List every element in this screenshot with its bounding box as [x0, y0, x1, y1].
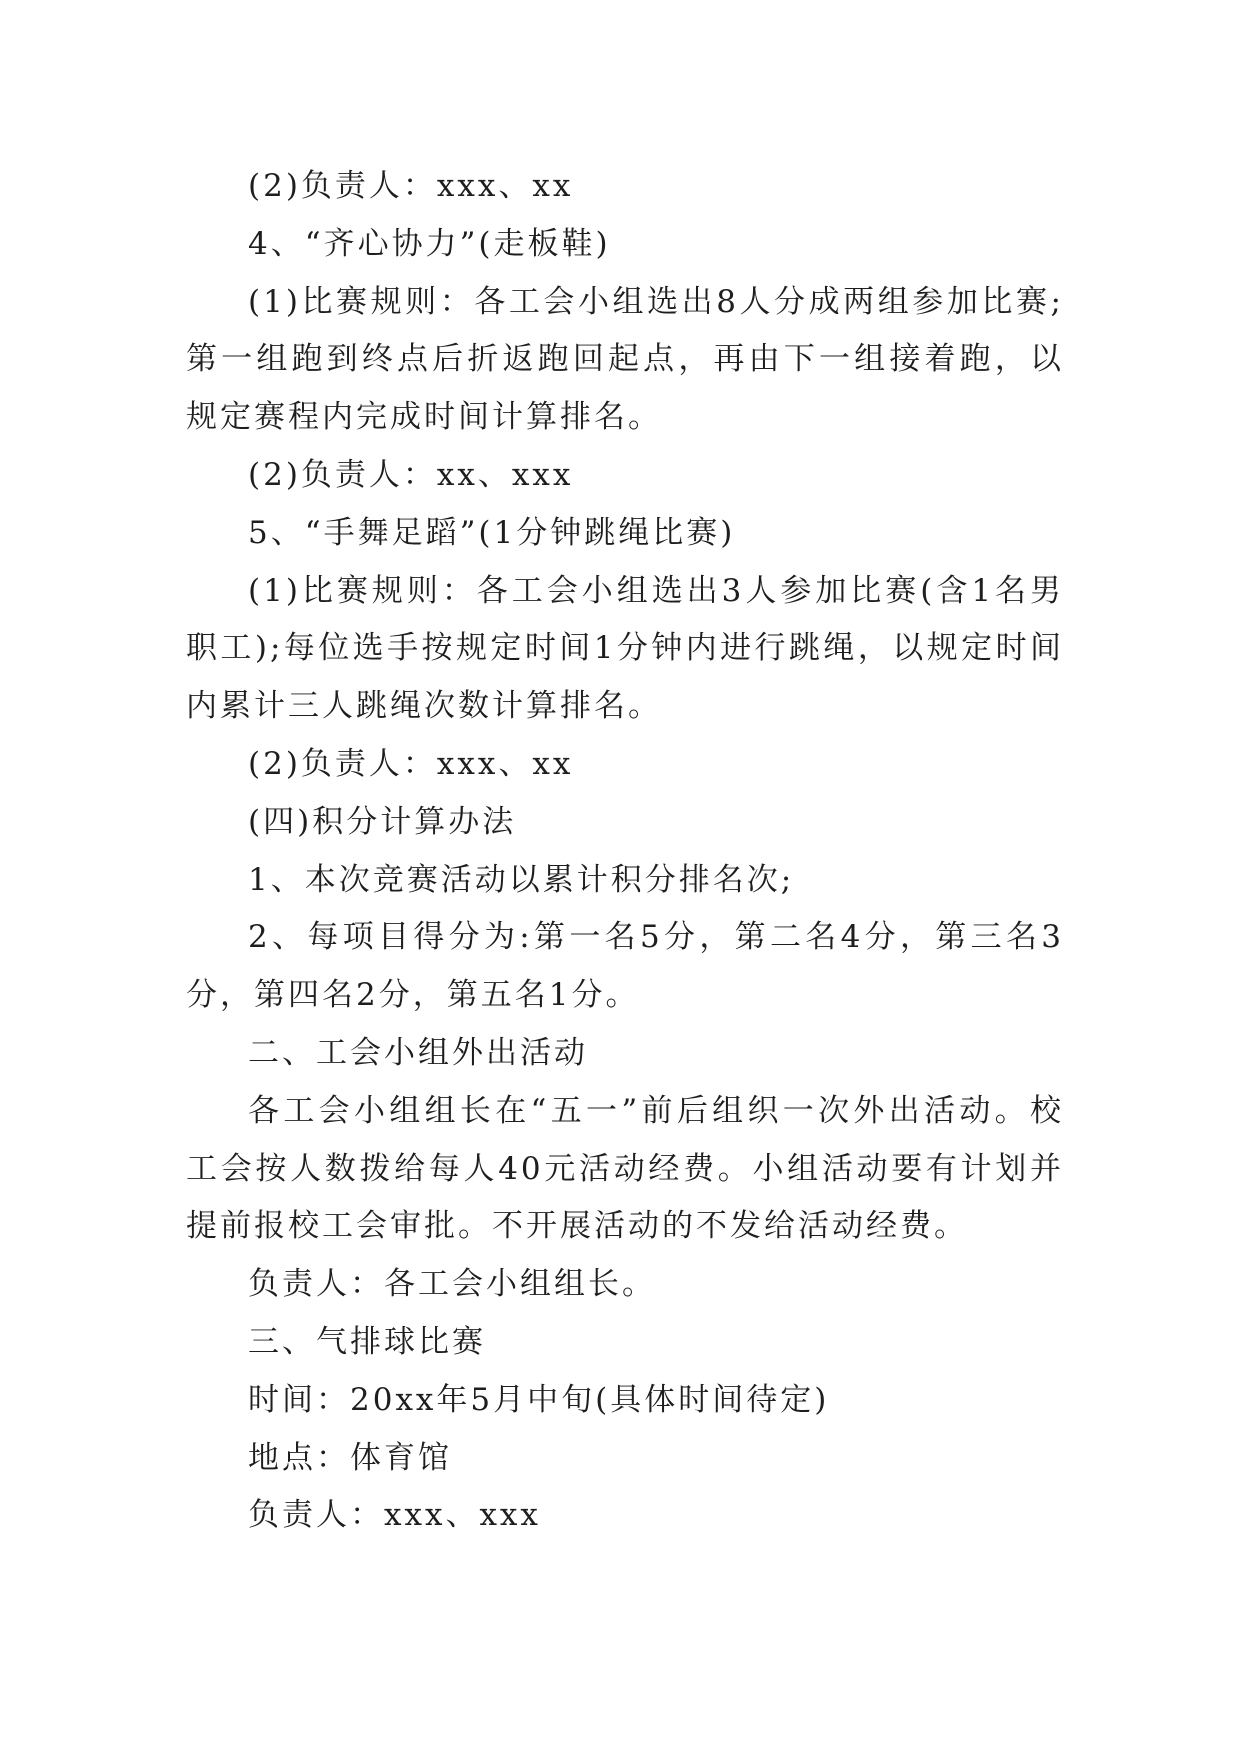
document-body: [186, 158, 1064, 1545]
section-scoring-heading: (四)积分计算办法: [248, 803, 517, 840]
section-outing-heading: 二、工会小组外出活动: [248, 1034, 588, 1071]
section-volleyball-heading: 三、气排球比赛: [248, 1323, 486, 1360]
paragraph-scoring-1: 1、本次竞赛活动以累计积分排名次;: [248, 861, 795, 898]
paragraph-volleyball-time: 时间：20xx年5月中旬(具体时间待定): [248, 1381, 830, 1418]
paragraph-responsible-3: (2)负责人：xxx、xx: [248, 168, 574, 204]
paragraph-volleyball-location: 地点：体育馆: [248, 1439, 452, 1476]
paragraph-volleyball-responsible: 负责人：xxx、xxx: [248, 1497, 541, 1534]
paragraph-item-4-rules: (1)比赛规则：各工会小组选出8人分成两组参加比赛;第一组跑到终点后折返跑回起点，再由下一组接着跑，以规定赛程内完成时间计算排名。: [186, 283, 1064, 436]
paragraph-item-5-rules: (1)比赛规则：各工会小组选出3人参加比赛(含1名男职工);每位选手按规定时间1分钟内进行跳绳，以规定时间内累计三人跳绳次数计算排名。: [186, 572, 1064, 725]
paragraph-item-4-responsible: (2)负责人：xx、xxx: [248, 456, 574, 493]
paragraph-item-5-title: 5、“手舞足蹈”(1分钟跳绳比赛): [248, 514, 736, 551]
paragraph-outing-body: 各工会小组组长在“五一”前后组织一次外出活动。校工会按人数拨给每人40元活动经费。小组活动要有计划并提前报校工会审批。不开展活动的不发给活动经费。: [186, 1092, 1064, 1245]
paragraph-item-4-title: 4、“齐心协力”(走板鞋): [248, 225, 611, 262]
paragraph-scoring-2: 2、每项目得分为:第一名5分，第二名4分，第三名3分，第四名2分，第五名1分。: [186, 919, 1064, 1014]
paragraph-item-5-responsible: (2)负责人：xxx、xx: [248, 745, 574, 782]
paragraph-outing-responsible: 负责人：各工会小组组长。: [248, 1266, 656, 1303]
